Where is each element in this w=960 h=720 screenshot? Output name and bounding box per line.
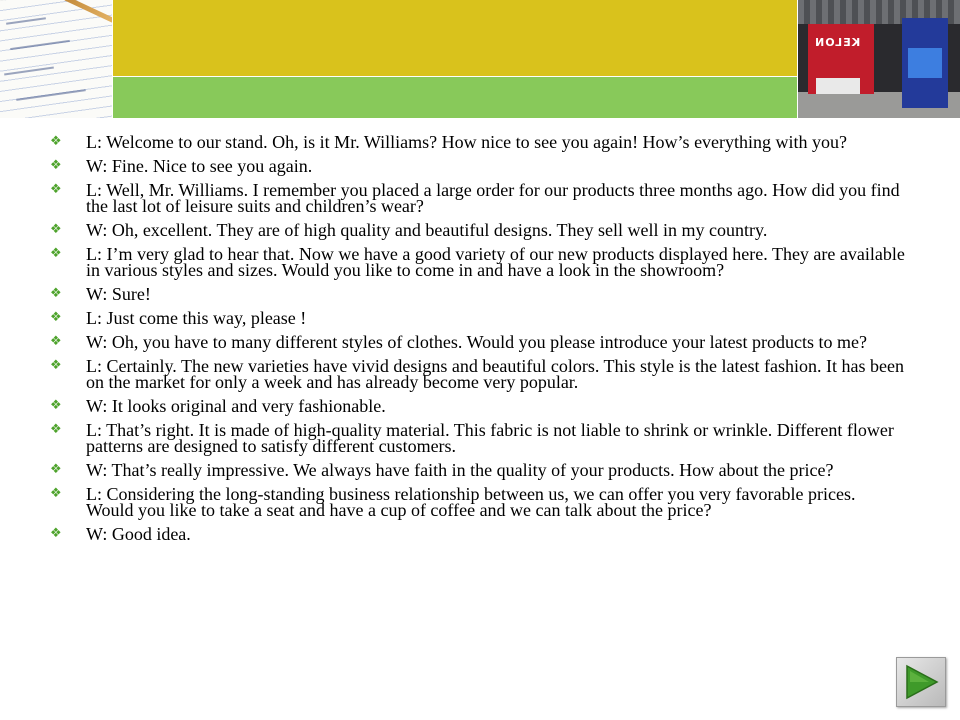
booth-sign: KELON [814, 36, 861, 49]
dialogue-line [0, 310, 906, 326]
dialogue-line [0, 158, 906, 174]
diamond-bullet-icon: ❖ [50, 158, 62, 173]
dialogue-line [0, 462, 906, 478]
dialogue-line [0, 222, 906, 238]
notebook-pencil-photo [0, 0, 112, 118]
dialogue-text: L: Welcome to our stand. Oh, is it Mr. Williams? How nice to see you again! How’s everything with you? [86, 132, 848, 152]
play-next-arrow-icon [905, 664, 939, 700]
dialogue-line [0, 134, 906, 150]
diamond-bullet-icon: ❖ [50, 526, 62, 541]
diamond-bullet-icon: ❖ [50, 310, 62, 325]
dialogue-text: W: It looks original and very fashionable. [86, 396, 386, 416]
diamond-bullet-icon: ❖ [50, 134, 62, 149]
diamond-bullet-icon: ❖ [50, 462, 62, 477]
dialogue-line [0, 422, 906, 454]
diamond-bullet-icon: ❖ [50, 286, 62, 301]
diamond-bullet-icon: ❖ [50, 182, 62, 197]
dialogue-text: W: Oh, excellent. They are of high quality and beautiful designs. They sell well in my country. [86, 220, 768, 240]
header-banner [0, 0, 960, 118]
dialogue-line [0, 526, 906, 542]
dialogue-text: L: Considering the long-standing business relationship between us, we can offer you very favorable prices. Would you like to take a seat and have a cup of coffee and we can talk about the price? [86, 484, 856, 520]
next-slide-button[interactable] [896, 657, 946, 707]
dialogue-line [0, 286, 906, 302]
diamond-bullet-icon: ❖ [50, 358, 62, 373]
dialogue-text: L: Just come this way, please ! [86, 308, 307, 328]
diamond-bullet-icon: ❖ [50, 246, 62, 261]
dialogue-text: L: That’s right. It is made of high-quality material. This fabric is not liable to shrink or wrinkle. Different flower patterns are designed to satisfy different customers. [86, 420, 894, 456]
diamond-bullet-icon: ❖ [50, 398, 62, 413]
dialogue-line [0, 334, 906, 350]
header-yellow-band [113, 0, 797, 76]
dialogue-text: W: That’s really impressive. We always have faith in the quality of your products. How about the price? [86, 460, 834, 480]
dialogue-list [0, 134, 960, 542]
trade-fair-booth-photo [798, 0, 960, 118]
dialogue-line [0, 486, 906, 518]
dialogue-text: L: I’m very glad to hear that. Now we have a good variety of our new products displayed here. They are available in various styles and sizes. Would you like to come in and have a look in the showroom? [86, 244, 905, 280]
dialogue-text: L: Well, Mr. Williams. I remember you placed a large order for our products three months ago. How did you find the last lot of leisure suits and children’s wear? [86, 180, 900, 216]
header-green-band [113, 77, 797, 118]
dialogue-line [0, 398, 906, 414]
dialogue-line [0, 182, 906, 214]
dialogue-line [0, 358, 906, 390]
dialogue-text: W: Fine. Nice to see you again. [86, 156, 313, 176]
dialogue-text: L: Certainly. The new varieties have vivid designs and beautiful colors. This style is the latest fashion. It has been on the market for only a week and has already become very popular. [86, 356, 904, 392]
diamond-bullet-icon: ❖ [50, 222, 62, 237]
diamond-bullet-icon: ❖ [50, 422, 62, 437]
dialogue-line [0, 246, 906, 278]
dialogue-text: W: Oh, you have to many different styles of clothes. Would you please introduce your latest products to me? [86, 332, 868, 352]
dialogue-text: W: Sure! [86, 284, 151, 304]
diamond-bullet-icon: ❖ [50, 486, 62, 501]
diamond-bullet-icon: ❖ [50, 334, 62, 349]
dialogue-text: W: Good idea. [86, 524, 191, 544]
